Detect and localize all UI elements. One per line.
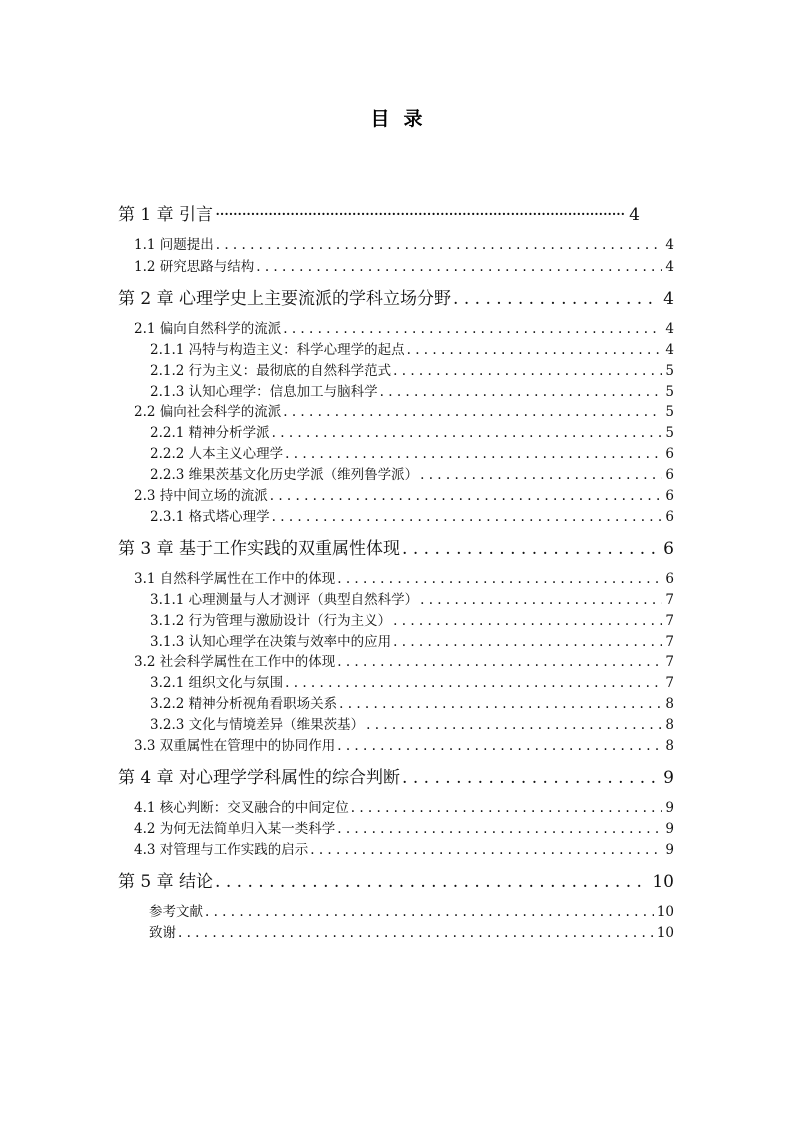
toc-entry-label: 2.2.1 精神分析学派 [150, 425, 270, 440]
toc-section-entry[interactable] [149, 921, 674, 940]
toc-chapter-entry[interactable] [118, 284, 674, 308]
toc-entry-label: 3.1 自然科学属性在工作中的体现 [134, 571, 336, 586]
toc-page-number: 8 [665, 738, 674, 753]
toc-page-number: 4 [663, 289, 674, 308]
toc-section-entry[interactable] [150, 505, 674, 524]
toc-entry-label: 3.2 社会科学属性在工作中的体现 [134, 654, 336, 669]
dot-leader [393, 363, 662, 378]
toc-page-number: 4 [665, 237, 674, 252]
toc-section-entry[interactable] [150, 713, 674, 732]
toc-page-number: 7 [665, 592, 674, 607]
dot-leader [283, 321, 662, 336]
toc-entry-label: 3.2.3 文化与情境差异（维果茨基） [150, 717, 365, 732]
toc-entry-label: 2.1 偏向自然科学的流派 [134, 321, 282, 336]
toc-section-entry[interactable] [150, 692, 674, 711]
page-title: 目录 [370, 108, 437, 130]
toc-section-entry[interactable] [150, 380, 674, 399]
toc-entry-label: 2.2.2 人本主义心理学 [150, 446, 284, 461]
dot-leader [366, 717, 662, 732]
dot-leader [337, 738, 662, 753]
dot-leader [285, 675, 662, 690]
toc-section-entry[interactable] [150, 588, 674, 607]
toc-entry-label: 2.3 持中间立场的流派 [134, 488, 268, 503]
dot-leader [337, 821, 662, 836]
toc-page-number: 8 [665, 696, 674, 711]
dot-leader [178, 925, 654, 940]
dot-leader [380, 384, 663, 399]
toc-page-number: 4 [629, 205, 640, 224]
toc-section-entry[interactable] [150, 338, 674, 357]
dot-leader [205, 904, 654, 919]
toc-entry-label: 3.2.1 组织文化与氛围 [150, 675, 284, 690]
toc-page-number: 5 [665, 363, 674, 378]
toc-page-number: 10 [656, 925, 674, 940]
toc-page-number: 9 [665, 842, 674, 857]
toc-entry-label: 第 4 章 对心理学学科属性的综合判断 [118, 768, 401, 787]
toc-page-number: 6 [665, 467, 674, 482]
dot-leader [272, 509, 663, 524]
dot-leader [256, 259, 662, 274]
toc-entry-label: 3.1.3 认知心理学在决策与效率中的应用 [150, 634, 392, 649]
toc-page-number: 10 [652, 872, 674, 891]
toc-page-number: 6 [665, 509, 674, 524]
toc-section-entry[interactable] [149, 900, 674, 919]
toc-section-entry[interactable] [150, 442, 674, 461]
toc-page-number: 7 [665, 634, 674, 649]
dot-leader [351, 800, 663, 815]
toc-entry-label: 3.1.1 心理测量与人才测评（典型自然科学） [150, 592, 419, 607]
toc-entry-label: 1.1 问题提出 [134, 237, 214, 252]
toc-section-entry[interactable] [150, 359, 674, 378]
toc-entry-label: 第 3 章 基于工作实践的双重属性体现 [118, 539, 401, 558]
dot-leader [283, 404, 662, 419]
toc-page-number: 6 [665, 571, 674, 586]
toc-chapter-entry[interactable] [118, 763, 674, 787]
toc-chapter-entry[interactable] [118, 867, 674, 891]
toc-page-number: 5 [665, 425, 674, 440]
toc-section-entry[interactable] [134, 838, 674, 857]
toc-page-number: 8 [665, 717, 674, 732]
toc-section-entry[interactable] [134, 233, 674, 252]
toc-entry-label: 4.2 为何无法简单归入某一类科学 [134, 821, 336, 836]
dot-leader [420, 592, 662, 607]
dot-leader [215, 205, 626, 224]
toc-page-number: 5 [665, 384, 674, 399]
toc-entry-label: 第 2 章 心理学史上主要流派的学科立场分野 [118, 289, 452, 308]
toc-page-number: 5 [665, 404, 674, 419]
toc-section-entry[interactable] [134, 567, 674, 586]
dot-leader [310, 842, 662, 857]
toc-section-entry[interactable] [150, 630, 674, 649]
toc-entry-label: 2.1.1 冯特与构造主义：科学心理学的起点 [150, 342, 405, 357]
toc-page-number: 4 [665, 342, 674, 357]
toc-page-number: 9 [665, 800, 674, 815]
toc-page-number: 7 [665, 613, 674, 628]
dot-leader [407, 342, 663, 357]
dot-leader [393, 634, 662, 649]
toc-chapter-entry[interactable] [118, 200, 640, 224]
toc-entry-label: 3.2.2 精神分析视角看职场关系 [150, 696, 338, 711]
toc-entry-label: 2.2.3 维果茨基文化历史学派（维列鲁学派） [150, 467, 419, 482]
toc-page-number: 9 [665, 821, 674, 836]
dot-leader [339, 696, 662, 711]
dot-leader [337, 654, 662, 669]
toc-page-number: 4 [665, 259, 674, 274]
toc-entry-label: 4.1 核心判断：交叉融合的中间定位 [134, 800, 349, 815]
toc-section-entry[interactable] [134, 255, 674, 274]
toc-section-entry[interactable] [134, 650, 674, 669]
toc-page-number: 7 [665, 675, 674, 690]
dot-leader [270, 488, 663, 503]
toc-section-entry[interactable] [134, 484, 674, 503]
toc-chapter-entry[interactable] [118, 534, 674, 558]
toc-page-number: 10 [656, 904, 674, 919]
toc-section-entry[interactable] [150, 671, 674, 690]
toc-page-number: 7 [665, 654, 674, 669]
toc-entry-label: 参考文献 [149, 904, 203, 919]
toc-section-entry[interactable] [134, 317, 674, 336]
toc-entry-label: 4.3 对管理与工作实践的启示 [134, 842, 309, 857]
dot-leader [420, 467, 662, 482]
toc-page-number: 9 [663, 768, 674, 787]
dot-leader [216, 237, 663, 252]
toc-page-number: 4 [665, 321, 674, 336]
dot-leader [215, 872, 649, 891]
toc-page-number: 6 [665, 488, 674, 503]
toc-section-entry[interactable] [150, 463, 674, 482]
toc-entry-label: 1.2 研究思路与结构 [134, 259, 255, 274]
toc-entry-label: 3.3 双重属性在管理中的协同作用 [134, 738, 336, 753]
toc-page-number: 6 [665, 446, 674, 461]
dot-leader [285, 446, 662, 461]
dot-leader [453, 289, 660, 308]
toc-page-number: 6 [663, 539, 674, 558]
toc-entry-label: 致谢 [149, 925, 176, 940]
toc-section-entry[interactable] [150, 609, 674, 628]
toc-entry-label: 2.1.2 行为主义：最彻底的自然科学范式 [150, 363, 392, 378]
dot-leader [393, 613, 662, 628]
dot-leader [402, 768, 660, 787]
toc-entry-label: 2.2 偏向社会科学的流派 [134, 404, 282, 419]
toc-entry-label: 2.3.1 格式塔心理学 [150, 509, 270, 524]
toc-section-entry[interactable] [134, 400, 674, 419]
toc-section-entry[interactable] [134, 817, 674, 836]
toc-entry-label: 第 5 章 结论 [118, 872, 214, 891]
dot-leader [272, 425, 663, 440]
toc-entry-label: 3.1.2 行为管理与激励设计（行为主义） [150, 613, 392, 628]
toc-entry-label: 2.1.3 认知心理学：信息加工与脑科学 [150, 384, 378, 399]
toc-section-entry[interactable] [134, 796, 674, 815]
toc-entry-label: 第 1 章 引言 [118, 205, 214, 224]
toc-section-entry[interactable] [150, 421, 674, 440]
dot-leader [402, 539, 660, 558]
toc-section-entry[interactable] [134, 734, 674, 753]
dot-leader [337, 571, 662, 586]
